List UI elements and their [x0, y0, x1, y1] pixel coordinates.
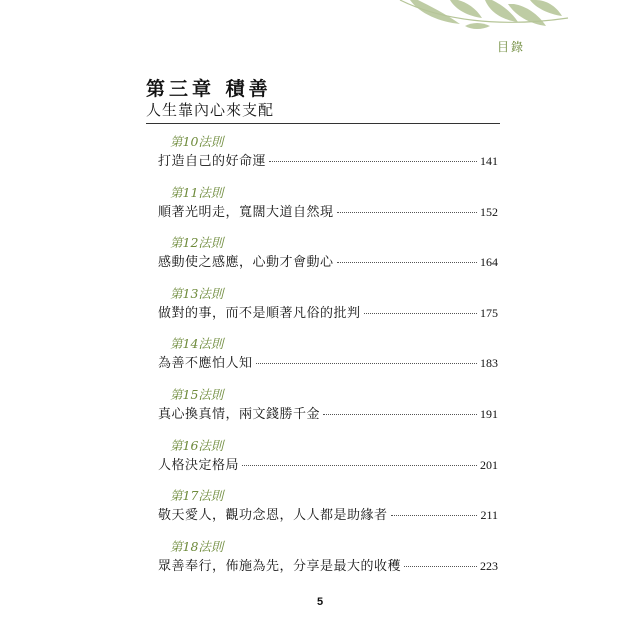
leaf-branch-icon: [390, 0, 570, 36]
dot-leader: [323, 414, 477, 415]
entry-page: 152: [480, 204, 498, 219]
law-number: 第10法則: [170, 134, 224, 149]
toc-entry[interactable]: [158, 280, 498, 331]
section-label: 目錄: [497, 40, 526, 54]
entry-title[interactable]: 真心換真情，兩文錢勝千金: [158, 406, 321, 422]
entry-title[interactable]: 為善不應怕人知: [158, 356, 253, 372]
toc-entry[interactable]: [158, 229, 498, 280]
entry-page: 175: [480, 305, 498, 320]
toc-entry[interactable]: [158, 432, 498, 483]
law-number: 第11法則: [170, 184, 224, 200]
entry-page: 191: [480, 406, 498, 421]
law-number: 第14法則: [170, 336, 224, 352]
entry-title[interactable]: 打造自己的好命運: [158, 154, 267, 169]
dot-leader: [391, 515, 478, 516]
entry-page: 183: [480, 356, 498, 371]
law-number: 第18法則: [170, 538, 224, 554]
toc-entry[interactable]: [158, 533, 498, 584]
toc-entry[interactable]: [158, 128, 498, 179]
entry-title[interactable]: 敬天愛人，觀功念恩，人人都是助緣者: [158, 508, 388, 524]
dot-leader: [242, 465, 477, 466]
entry-title[interactable]: 感動使之感應，心動才會動心: [158, 255, 334, 271]
entry-title[interactable]: 眾善奉行，佈施為先，分享是最大的收穫: [158, 558, 402, 574]
law-number: 第12法則: [170, 235, 224, 251]
entry-title[interactable]: 人格決定格局: [158, 457, 240, 473]
toc-entry[interactable]: [158, 330, 498, 381]
entry-page: 211: [480, 508, 498, 523]
law-number: 第15法則: [170, 386, 224, 402]
toc-entry[interactable]: [158, 482, 498, 533]
dot-leader: [337, 212, 477, 213]
entry-page: 141: [480, 154, 498, 168]
law-number: 第13法則: [170, 285, 224, 301]
chapter-divider: [146, 123, 500, 124]
toc-list: [158, 128, 498, 583]
entry-title[interactable]: 順著光明走，寬闊大道自然現: [158, 204, 334, 220]
dot-leader: [256, 363, 477, 364]
dot-leader: [364, 313, 477, 314]
law-number: 第16法則: [170, 437, 224, 453]
law-number: 第17法則: [170, 488, 224, 504]
entry-page: 223: [480, 558, 498, 573]
entry-page: 164: [480, 255, 498, 270]
dot-leader: [404, 566, 477, 567]
toc-entry[interactable]: [158, 381, 498, 432]
page-number: 5: [316, 596, 324, 608]
toc-entry[interactable]: [158, 179, 498, 230]
entry-page: 201: [480, 457, 498, 472]
entry-title[interactable]: 做對的事，而不是順著凡俗的批判: [158, 305, 361, 321]
dot-leader: [337, 262, 477, 263]
chapter-subtitle: 人生靠內心來支配: [146, 101, 275, 119]
chapter-title: 第三章 積善: [146, 78, 272, 100]
dot-leader: [269, 161, 477, 162]
